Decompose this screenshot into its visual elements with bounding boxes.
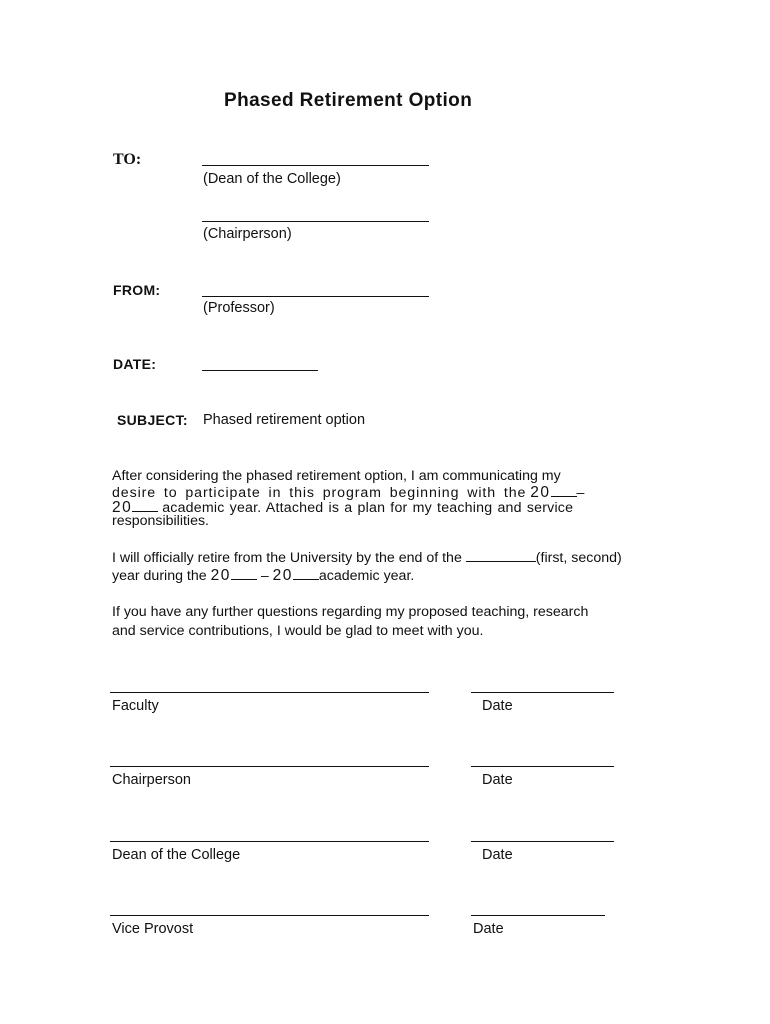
end-year-blank[interactable] bbox=[132, 499, 158, 512]
end-year-prefix: 20 bbox=[112, 499, 133, 516]
professor-caption: (Professor) bbox=[203, 300, 275, 316]
subject-value: Phased retirement option bbox=[203, 412, 366, 428]
p2-line2-prefix: year during the bbox=[112, 568, 207, 584]
to-label: TO: bbox=[113, 151, 142, 168]
chairperson-date-line[interactable] bbox=[471, 766, 614, 767]
dean-date-line[interactable] bbox=[471, 841, 614, 842]
date-line[interactable] bbox=[202, 370, 318, 371]
date-label: DATE: bbox=[113, 356, 157, 372]
dean-date-label: Date bbox=[482, 847, 513, 863]
dean-signature-line[interactable] bbox=[110, 841, 429, 842]
page-title: Phased Retirement Option bbox=[224, 90, 473, 111]
chairperson-signature-line[interactable] bbox=[110, 766, 429, 767]
p1-line2-text: desire to participate in this program beginning with the bbox=[112, 485, 527, 501]
paragraph-2-line-2 bbox=[112, 567, 414, 584]
chairperson-caption: (Chairperson) bbox=[203, 226, 292, 242]
p1-line3-text: academic year. Attached is a plan for my teaching and service bbox=[162, 500, 574, 516]
start-year-prefix: 20 bbox=[530, 484, 551, 501]
chairperson-name-line[interactable] bbox=[202, 221, 429, 222]
p2-line1-text: I will officially retire from the University by the end of the bbox=[112, 550, 462, 566]
vice-provost-date-line[interactable] bbox=[471, 915, 605, 916]
vice-provost-signature-label: Vice Provost bbox=[112, 921, 194, 937]
dean-name-line[interactable] bbox=[202, 165, 429, 166]
subject-label: SUBJECT: bbox=[117, 412, 188, 428]
dean-caption: (Dean of the College) bbox=[203, 171, 341, 187]
retire-year-dash: – bbox=[260, 568, 269, 584]
professor-name-line[interactable] bbox=[202, 296, 429, 297]
retire-start-year-prefix: 20 bbox=[210, 567, 231, 584]
from-label: FROM: bbox=[113, 282, 161, 298]
chairperson-signature-label: Chairperson bbox=[112, 772, 191, 788]
p2-line2-suffix: academic year. bbox=[318, 568, 415, 584]
start-year-blank[interactable] bbox=[551, 484, 577, 497]
faculty-signature-label: Faculty bbox=[112, 698, 159, 714]
paragraph-1-line-1: After considering the phased retirement option, I am communicating my bbox=[112, 468, 561, 484]
vice-provost-signature-line[interactable] bbox=[110, 915, 429, 916]
p2-line1-suffix: (first, second) bbox=[535, 550, 622, 566]
faculty-signature-line[interactable] bbox=[110, 692, 429, 693]
year-dash: – bbox=[576, 485, 585, 501]
paragraph-3-line-1: If you have any further questions regarding my proposed teaching, research bbox=[112, 604, 589, 620]
faculty-date-line[interactable] bbox=[471, 692, 614, 693]
paragraph-1-line-4: responsibilities. bbox=[112, 513, 209, 529]
dean-signature-label: Dean of the College bbox=[112, 847, 241, 863]
faculty-date-label: Date bbox=[482, 698, 513, 714]
chairperson-date-label: Date bbox=[482, 772, 513, 788]
retire-term-blank[interactable] bbox=[466, 549, 536, 562]
retire-end-year-prefix: 20 bbox=[272, 567, 293, 584]
retire-start-year-blank[interactable] bbox=[231, 567, 257, 580]
vice-provost-date-label: Date bbox=[473, 921, 504, 937]
retire-end-year-blank[interactable] bbox=[293, 567, 319, 580]
paragraph-3-line-2: and service contributions, I would be glad to meet with you. bbox=[112, 623, 484, 639]
paragraph-2-line-1 bbox=[112, 549, 622, 566]
